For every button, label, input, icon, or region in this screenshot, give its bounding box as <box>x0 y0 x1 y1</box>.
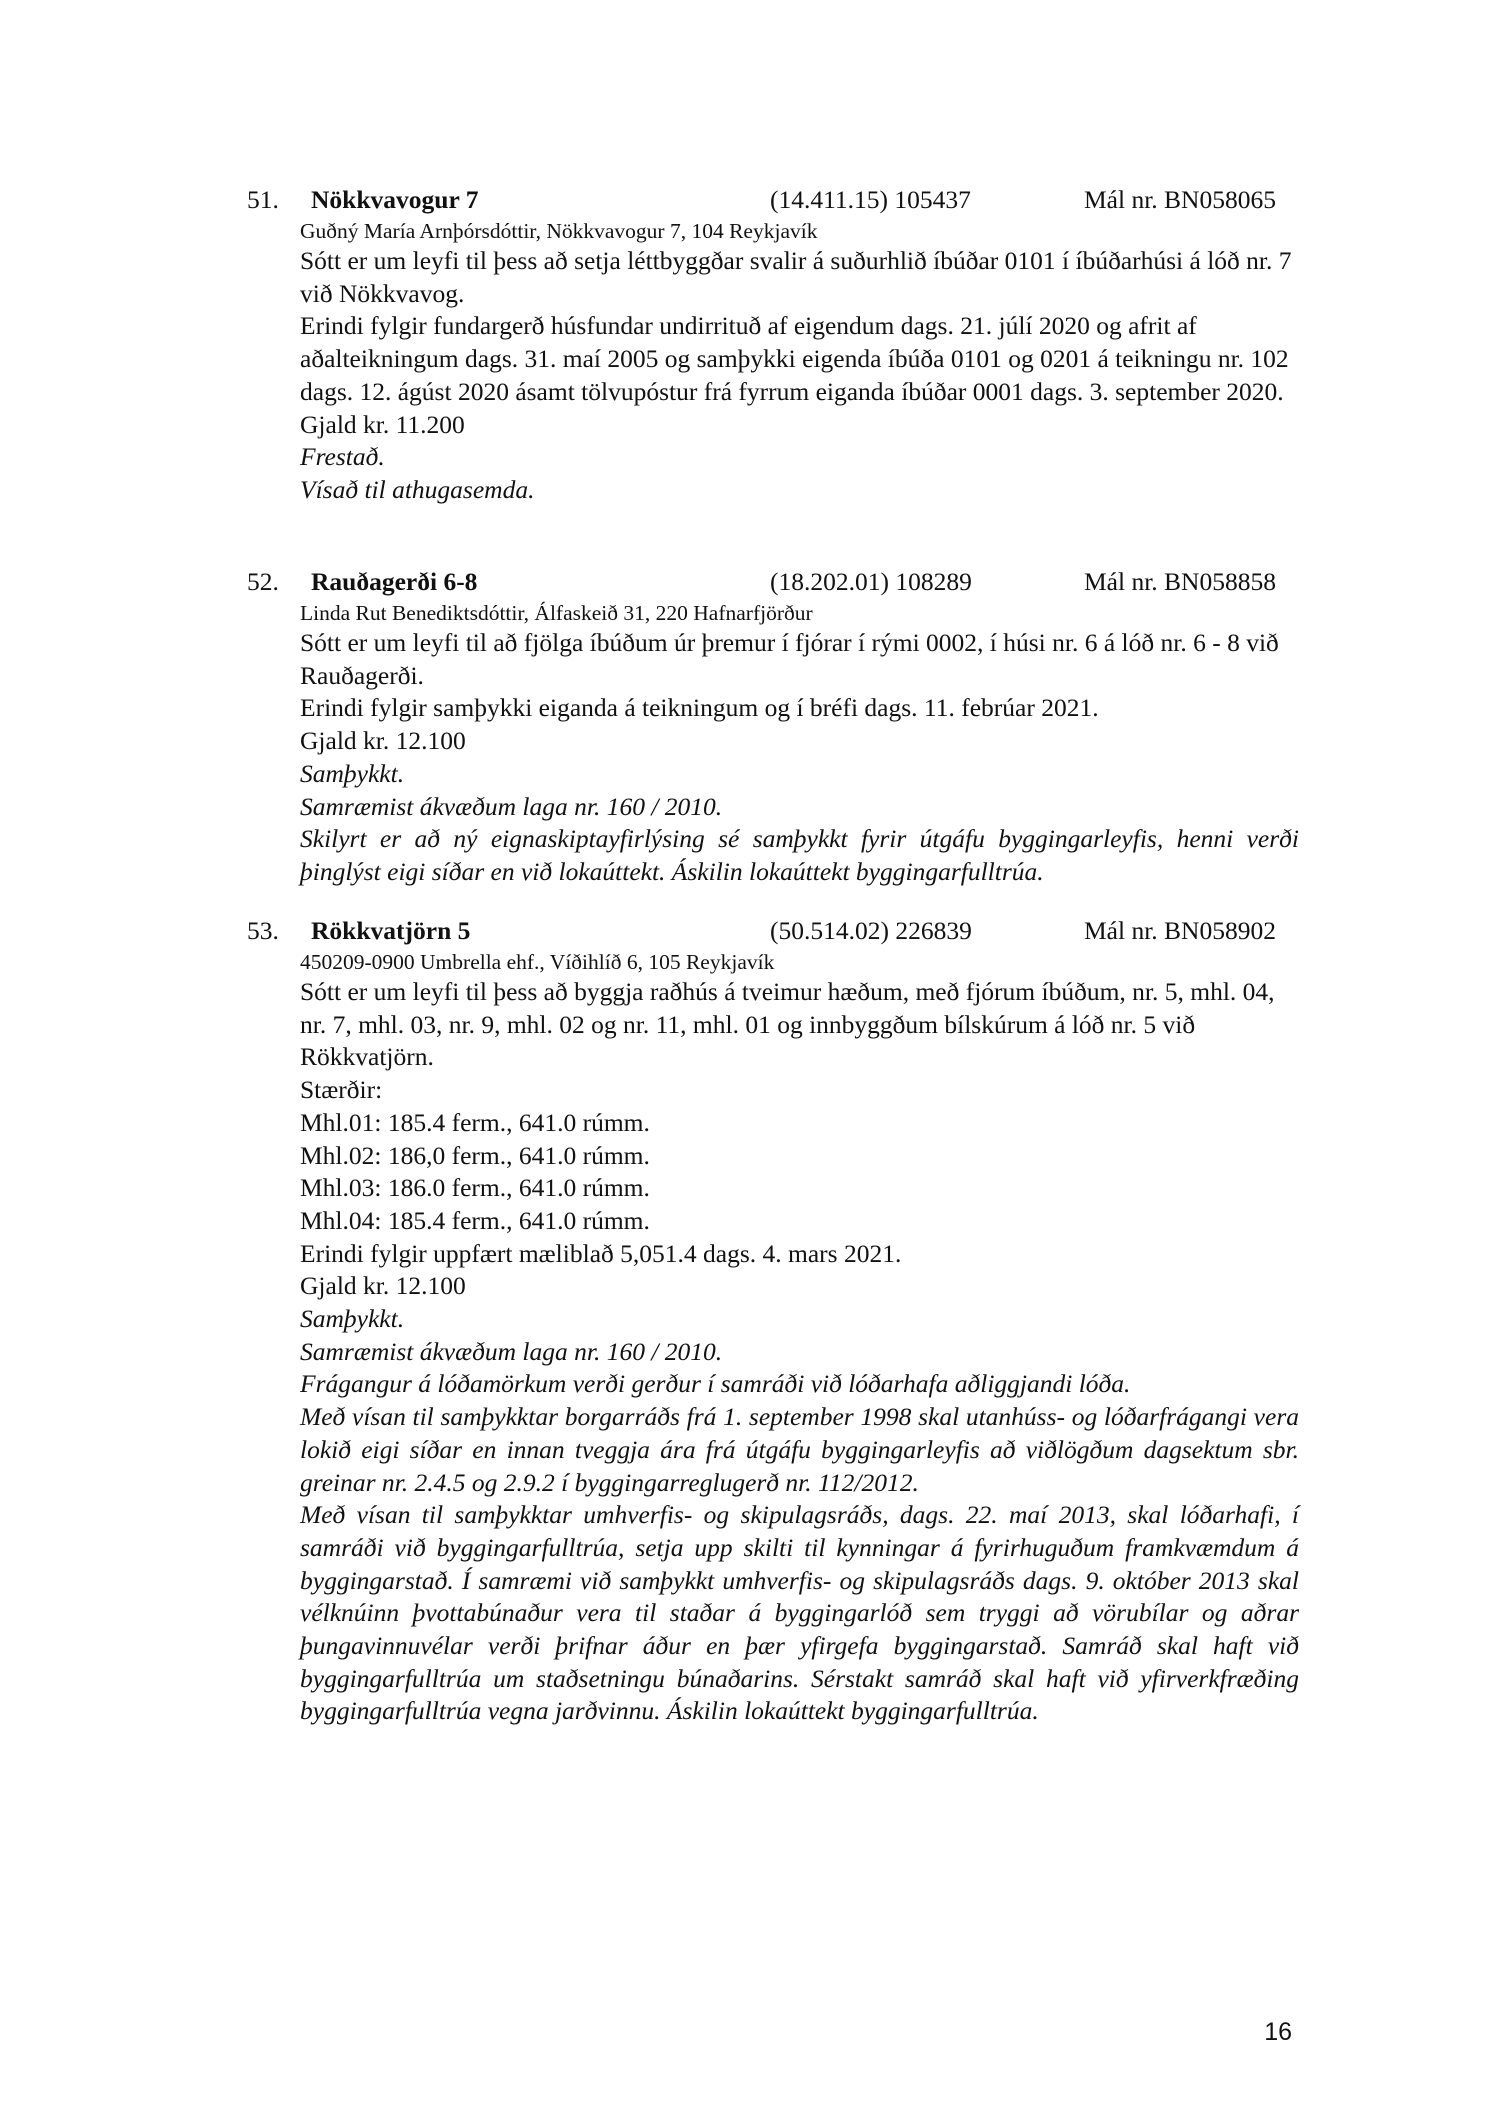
entry-fee: Gjald kr. 11.200 <box>300 409 465 439</box>
entry-law: Samræmist ákvæðum laga nr. 160 / 2010. <box>300 1336 723 1366</box>
entry-reference: (50.514.02) 226839 <box>770 916 972 945</box>
entry-description: Sótt er um leyfi til að fjölga íbúðum úr þremur í fjórar í rými 0002, í húsi nr. 6 á lóð nr. 6 - 8 við Rauðagerði. <box>300 628 1279 690</box>
entry-condition-city-council: Með vísan til samþykktar borgarráðs frá 1. september 1998 skal utanhúss- og lóðarfrágangi vera lokið eigi síðar en innan tveggja ára frá útgáfu byggingarleyfis að viðlögðum dagsektum sbr. greinar nr. 2.4.5 og 2.9.2 í byggingarreglugerð nr. 112/2012. <box>300 1402 1299 1497</box>
entry-street: Rauðagerði 6-8 <box>311 567 478 596</box>
entry-condition-boundaries: Frágangur á lóðamörkum verði gerður í samráði við lóðarhafa aðliggjandi lóða. <box>300 1369 1131 1399</box>
entry-condition: Skilyrt er að ný eignaskiptayfirlýsing sé samþykkt fyrir útgáfu byggingarleyfis, henni verði þinglýst eigi síðar en við lokaúttekt. Áskilin lokaúttekt byggingarfulltrúa. <box>300 824 1299 886</box>
entry-size-mhl03: Mhl.03: 186.0 ferm., 641.0 rúmm. <box>300 1173 650 1203</box>
entry-number: 52. <box>247 567 279 596</box>
entry-applicant: 450209-0900 Umbrella ehf., Víðihlíð 6, 105 Reykjavík <box>300 950 775 974</box>
entry-decision: Frestað. <box>300 442 385 472</box>
entry-sizes-label: Stærðir: <box>300 1075 383 1105</box>
entry-header <box>0 183 1500 217</box>
entry-applicant: Guðný María Arnþórsdóttir, Nökkvavogur 7, 104 Reykjavík <box>300 219 818 243</box>
entry-53 <box>0 914 1500 1728</box>
entry-case-number: Mál nr. BN058858 <box>1084 567 1276 596</box>
entry-body <box>300 599 1299 889</box>
entry-description: Sótt er um leyfi til þess að byggja raðhús á tveimur hæðum, með fjórum íbúðum, nr. 5, mhl. 04, nr. 7, mhl. 03, nr. 9, mhl. 02 og nr. 11, mhl. 01 og innbyggðum bílskúrum á lóð nr. 5 við Rökkvatjörn. <box>300 977 1275 1072</box>
entry-51 <box>0 183 1500 507</box>
entry-body <box>300 948 1299 1728</box>
entry-attachments: Erindi fylgir uppfært mæliblað 5,051.4 dags. 4. mars 2021. <box>300 1238 902 1268</box>
entry-number: 53. <box>247 916 279 945</box>
entry-size-mhl02: Mhl.02: 186,0 ferm., 641.0 rúmm. <box>300 1140 650 1170</box>
entry-reference: (14.411.15) 105437 <box>770 185 971 214</box>
entry-attachments: Erindi fylgir samþykki eiganda á teikningum og í bréfi dags. 11. febrúar 2021. <box>300 693 1099 723</box>
entry-street: Nökkvavogur 7 <box>311 185 479 214</box>
entry-decision: Samþykkt. <box>300 758 405 788</box>
entry-reference: (18.202.01) 108289 <box>770 567 972 596</box>
entry-note: Vísað til athugasemda. <box>300 474 535 504</box>
entry-number: 51. <box>247 185 279 214</box>
entry-body <box>300 217 1299 507</box>
entry-applicant: Linda Rut Benediktsdóttir, Álfaskeið 31, 220 Hafnarfjörður <box>300 601 813 625</box>
entry-header <box>0 914 1500 948</box>
entry-size-mhl01: Mhl.01: 185.4 ferm., 641.0 rúmm. <box>300 1107 650 1137</box>
entry-case-number: Mál nr. BN058902 <box>1084 916 1276 945</box>
entry-street: Rökkvatjörn 5 <box>311 916 471 945</box>
entry-fee: Gjald kr. 12.100 <box>300 1271 466 1301</box>
entry-attachments: Erindi fylgir fundargerð húsfundar undirrituð af eigendum dags. 21. júlí 2020 og afrit af aðalteikningum dags. 31. maí 2005 og samþykki eigenda íbúða 0101 og 0201 á teikningu nr. 102 dags. 12. ágúst 2020 ásamt tölvupóstur frá fyrrum eiganda íbúðar 0001 dags. 3. september 2020. <box>300 311 1289 406</box>
entry-law: Samræmist ákvæðum laga nr. 160 / 2010. <box>300 791 723 821</box>
entry-condition-planning: Með vísan til samþykktar umhverfis- og skipulagsráðs, dags. 22. maí 2013, skal lóðarhafi, í samráði við byggingarfulltrúa, setja upp skilti til kynningar á fyrirhuguðum framkvæmdum á byggingarstað. Í samræmi við samþykkt umhverfis- og skipulagsráðs dags. 9. október 2013 skal vélknúinn þvottabúnaður vera til staðar á byggingarlóð sem tryggi að vörubílar og aðrar þungavinnuvélar verði þrifnar áður en þær yfirgefa byggingarstað. Samráð skal haft við byggingarfulltrúa um staðsetningu búnaðarins. Sérstakt samráð skal haft við yfirverkfræðing byggingarfulltrúa vegna jarðvinnu. Áskilin lokaúttekt byggingarfulltrúa. <box>300 1500 1299 1726</box>
entry-size-mhl04: Mhl.04: 185.4 ferm., 641.0 rúmm. <box>300 1205 650 1235</box>
page-number: 16 <box>1264 2018 1292 2046</box>
entry-decision: Samþykkt. <box>300 1304 405 1334</box>
entry-fee: Gjald kr. 12.100 <box>300 726 466 756</box>
entry-description: Sótt er um leyfi til þess að setja léttbyggðar svalir á suðurhlið íbúðar 0101 í íbúðarhúsi á lóð nr. 7 við Nökkvavog. <box>300 246 1292 308</box>
entry-header <box>0 565 1500 599</box>
entry-case-number: Mál nr. BN058065 <box>1084 185 1276 214</box>
entry-52 <box>0 565 1500 889</box>
